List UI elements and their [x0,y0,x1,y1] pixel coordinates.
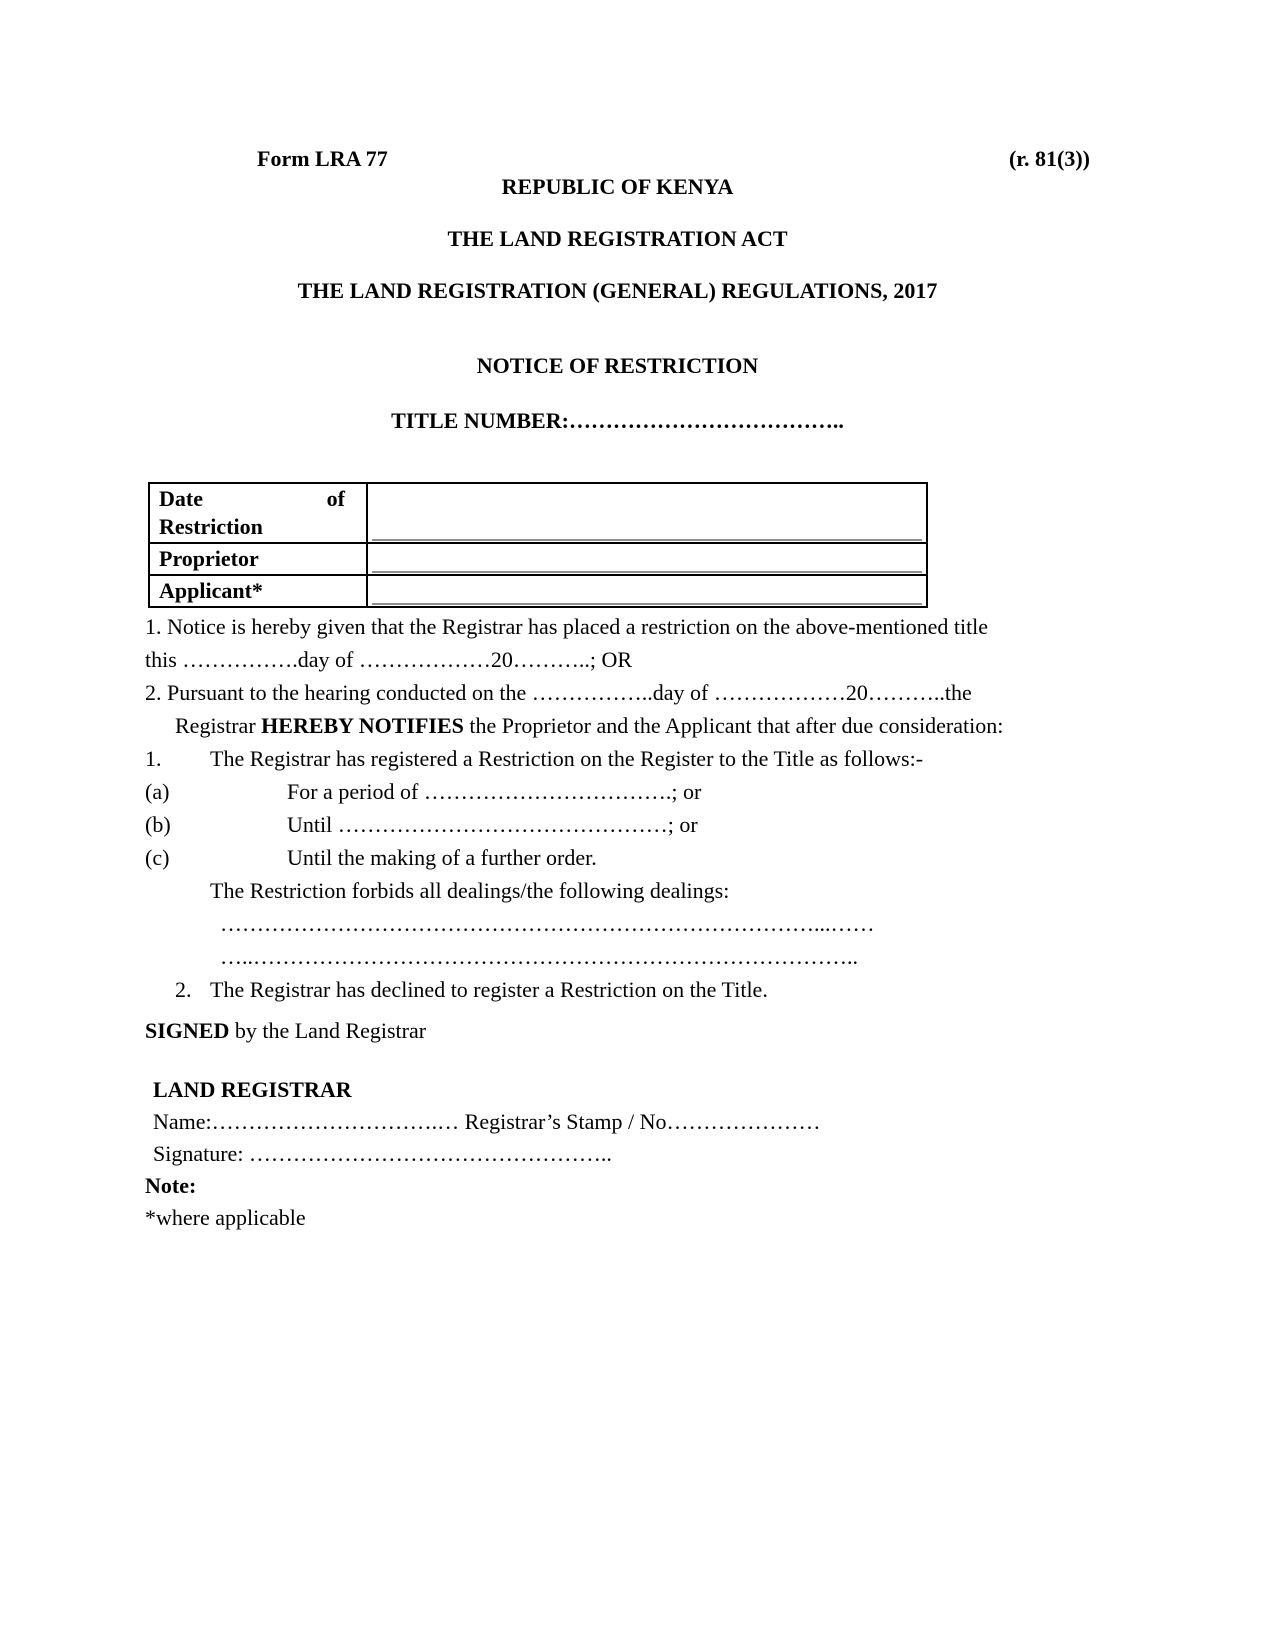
list-number-2: 2. [175,977,192,1002]
pursuant-post: the Proprietor and the Applicant that after due consideration: [463,713,1004,738]
value-cell-date-of-restriction [367,483,927,543]
title-number-line: TITLE NUMBER:……………………………….. [391,408,844,433]
note-text: *where applicable [145,1205,306,1230]
registered-restriction-line [145,742,1185,775]
list-letter-a: (a) [145,779,170,804]
table-row-applicant [149,575,927,607]
option-a-line [145,775,1185,808]
label-word-of: of [326,486,345,511]
notice-para-line-1: 1. Notice is hereby given that the Registrar has placed a restriction on the above-mentioned title [145,614,989,639]
label-line-2: Restriction [159,514,263,539]
signed-line [145,1014,1185,1047]
value-cell-applicant [367,575,927,607]
declined-text: The Registrar has declined to register a Restriction on the Title. [210,977,768,1002]
signature-line: Signature: ………………………………………….. [153,1141,612,1166]
fill-line [372,571,922,573]
row-label-applicant: Applicant* [149,575,367,607]
list-number-1: 1. [145,746,162,771]
title-regulations: THE LAND REGISTRATION (GENERAL) REGULATIONS, 2017 [297,278,938,303]
declined-line [145,973,1185,1006]
rule-reference: (r. 81(3)) [1008,146,1090,171]
option-b-line [145,808,1185,841]
dotted-fill-line-1: ………………………………………………………………………...…… [220,911,875,936]
body-paragraphs [145,610,1185,1006]
pursuant-para-line-1: 2. Pursuant to the hearing conducted on the ……………..day of ………………20………..the [145,680,972,705]
fill-line [372,539,922,541]
label-line-1 [159,485,357,513]
title-republic: REPUBLIC OF KENYA [501,174,734,199]
value-cell-proprietor [367,543,927,575]
notice-para-line-2: this …………….day of ………………20………..; OR [145,647,633,672]
row-label-date-of-restriction [149,483,367,543]
notice-title: NOTICE OF RESTRICTION [476,353,759,378]
row-label-proprietor: Proprietor [149,543,367,575]
title-act: THE LAND REGISTRATION ACT [447,226,788,251]
hereby-notifies-text: HEREBY NOTIFIES [261,713,464,738]
dotted-fill-line-2: …..……………………………………………………………………….. [220,944,858,969]
label-word-date: Date [159,486,203,511]
option-a-text: For a period of …………………………….; or [287,779,702,804]
pursuant-para-line-2 [145,709,1185,742]
form-number: Form LRA 77 [257,146,388,171]
list-letter-b: (b) [145,812,171,837]
fill-line [372,603,922,605]
signed-rest-text: by the Land Registrar [229,1018,427,1043]
table-row-proprietor [149,543,927,575]
pursuant-pre: Registrar [175,713,262,738]
forbids-line: The Restriction forbids all dealings/the following dealings: [210,878,730,903]
option-b-text: Until ………………………………………; or [287,812,698,837]
table-row-date-of-restriction [149,483,927,543]
name-line: Name:………………………….… Registrar’s Stamp / No………………… [153,1109,821,1134]
note-label: Note: [145,1173,197,1198]
signature-block [145,1074,1185,1234]
signed-bold-text: SIGNED [145,1018,230,1043]
header-row [145,145,1090,173]
option-c-text: Until the making of a further order. [287,845,597,870]
restriction-table [148,482,928,608]
registered-restriction-text: The Registrar has registered a Restriction on the Register to the Title as follows:- [210,746,924,771]
option-c-line [145,841,1185,874]
land-registrar-heading: LAND REGISTRAR [153,1077,352,1102]
list-letter-c: (c) [145,845,170,870]
